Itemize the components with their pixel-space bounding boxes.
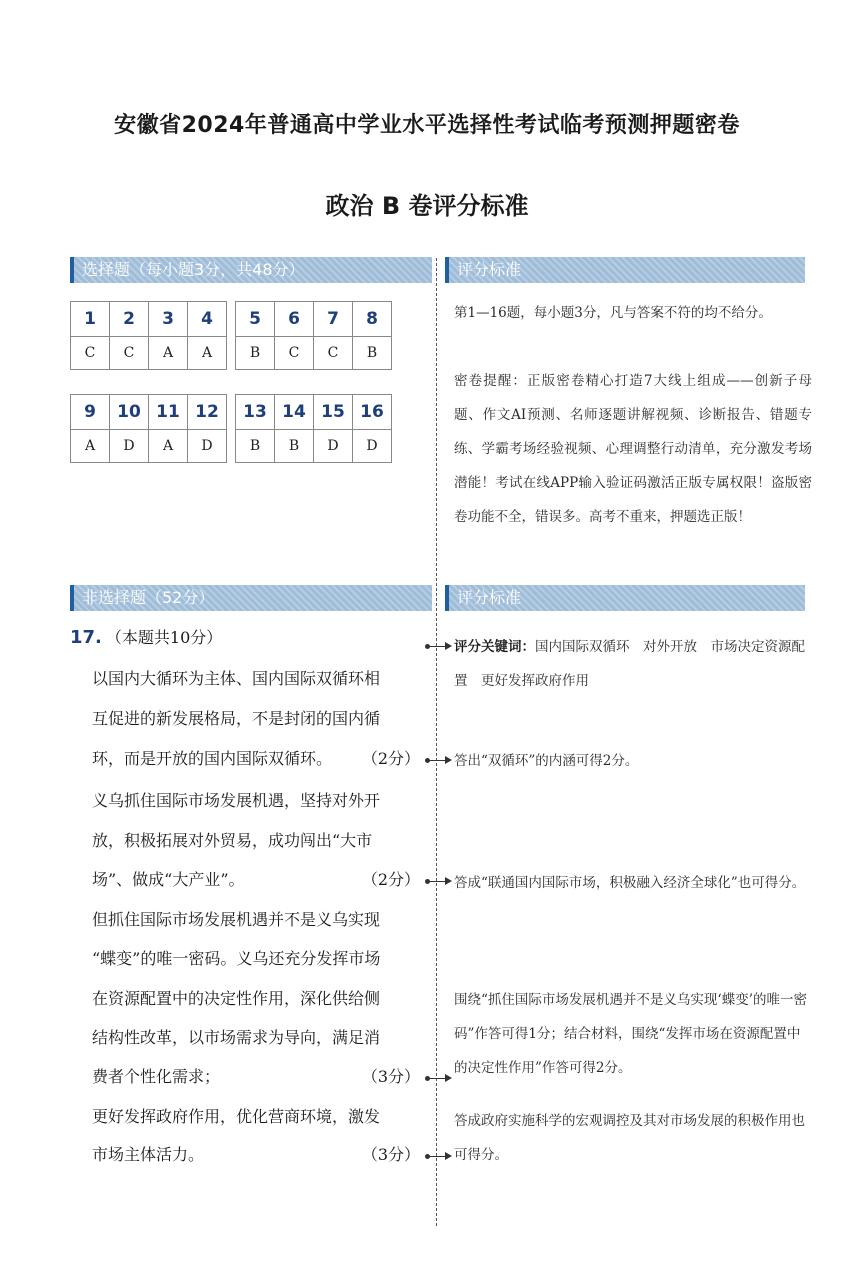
answer-line: 但抓住国际市场发展机遇并不是义乌实现: [92, 910, 381, 929]
answer-cell: C: [110, 337, 149, 370]
answer-line: 结构性改革，以市场需求为导向，满足消: [92, 1028, 381, 1047]
score-label: （2分）: [361, 870, 420, 889]
answer-cell: B: [353, 337, 392, 370]
nonchoice-criteria-header: 评分标准: [445, 585, 805, 611]
answer-cell: A: [71, 430, 110, 463]
promo-notice: 密卷提醒：正版密卷精心打造7大线上组成——创新子母题、作文AI预测、名师逐题讲解视频、诊断报告、错题专练、学霸考场经验视频、心理调整行动清单，充分激发考场潜能！考试在线APP输入验证码激活正版专属权限！盗版密卷功能不全，错误多。高考不重来，押题选正版！: [454, 373, 812, 525]
criteria-note: 答出“双循环”的内涵可得2分。: [454, 753, 639, 769]
answer-cell: B: [275, 430, 314, 463]
choice-criteria-header: 评分标准: [445, 257, 805, 283]
question-number: 4: [188, 302, 227, 337]
answer-grid-3: [70, 394, 227, 463]
connector-arrow: [428, 1078, 446, 1079]
answer-cell: A: [188, 337, 227, 370]
question-heading: [70, 624, 222, 652]
question-number: 10: [110, 395, 149, 430]
answer-cell: D: [110, 430, 149, 463]
answer-line: 在资源配置中的决定性作用，深化供给侧: [92, 989, 381, 1008]
connector-arrow: [428, 1156, 446, 1157]
choice-section-header: 选择题（每小题3分，共48分）: [70, 257, 432, 283]
question-number: 14: [275, 395, 314, 430]
question-number: 12: [188, 395, 227, 430]
document-title: 安徽省2024年普通高中学业水平选择性考试临考预测押题密卷: [114, 113, 740, 138]
answer-line: 场”、做成“大产业”。 （2分）: [92, 865, 424, 895]
choice-criteria-text: 第1—16题，每小题3分，凡与答案不符的均不给分。: [454, 305, 772, 321]
answer-cell: A: [149, 337, 188, 370]
question-note: （本题共10分）: [105, 628, 223, 647]
answer-line: 互促进的新发展格局，不是封闭的国内循: [92, 709, 381, 728]
answer-line: “蝶变”的唯一密码。义乌还充分发挥市场: [92, 949, 381, 968]
score-label: （3分）: [361, 1145, 420, 1164]
score-label: （3分）: [361, 1067, 420, 1086]
answer-cell: D: [314, 430, 353, 463]
connector-arrow: [428, 881, 446, 882]
criteria-note: 围绕“抓住国际市场发展机遇并不是义乌实现‘蝶变’的唯一密码”作答可得1分；结合材料，围绕“发挥市场在资源配置中的决定性作用”作答可得2分。: [454, 992, 807, 1076]
answer-line: 放，积极拓展对外贸易，成功闯出“大市: [92, 831, 373, 850]
question-number: 2: [110, 302, 149, 337]
connector-arrow: [428, 760, 446, 761]
connector-arrow: [428, 646, 446, 647]
question-number: 6: [275, 302, 314, 337]
question-number: 11: [149, 395, 188, 430]
question-number-label: 17.: [70, 627, 102, 648]
answer-cell: B: [236, 430, 275, 463]
question-number: 1: [71, 302, 110, 337]
answer-line: 费者个性化需求； （3分）: [92, 1062, 424, 1092]
question-number: 16: [353, 395, 392, 430]
question-number: 7: [314, 302, 353, 337]
question-number: 3: [149, 302, 188, 337]
answer-cell: C: [275, 337, 314, 370]
answer-cell: C: [71, 337, 110, 370]
answer-line: 环，而是开放的国内国际双循环。 （2分）: [92, 744, 424, 774]
answer-line: 以国内大循环为主体、国内国际双循环相: [92, 669, 381, 688]
answer-line: 更好发挥政府作用，优化营商环境，激发: [92, 1107, 381, 1126]
answer-line: 市场主体活力。 （3分）: [92, 1140, 424, 1170]
criteria-note: 答成“联通国内国际市场，积极融入经济全球化”也可得分。: [454, 875, 806, 891]
answer-grid-2: [235, 301, 392, 370]
criteria-note: 答成政府实施科学的宏观调控及其对市场发展的积极作用也可得分。: [454, 1113, 805, 1163]
question-number: 13: [236, 395, 275, 430]
question-number: 5: [236, 302, 275, 337]
answer-cell: D: [188, 430, 227, 463]
column-divider: [436, 258, 437, 1226]
answer-grid-1: [70, 301, 227, 370]
answer-cell: B: [236, 337, 275, 370]
question-number: 15: [314, 395, 353, 430]
question-number: 8: [353, 302, 392, 337]
score-label: （2分）: [361, 749, 420, 768]
answer-grid-4: [235, 394, 392, 463]
keywords-label: 评分关键词：: [454, 639, 535, 655]
nonchoice-section-header: 非选择题（52分）: [70, 585, 432, 611]
answer-cell: D: [353, 430, 392, 463]
document-subtitle: 政治 B 卷评分标准: [325, 192, 529, 220]
keywords-block: [454, 630, 814, 698]
keywords-text: 国内国际双循环 对外开放 市场决定资源配置 更好发挥政府作用: [454, 639, 805, 689]
answer-cell: C: [314, 337, 353, 370]
answer-cell: A: [149, 430, 188, 463]
question-number: 9: [71, 395, 110, 430]
answer-line: 义乌抓住国际市场发展机遇，坚持对外开: [92, 791, 381, 810]
